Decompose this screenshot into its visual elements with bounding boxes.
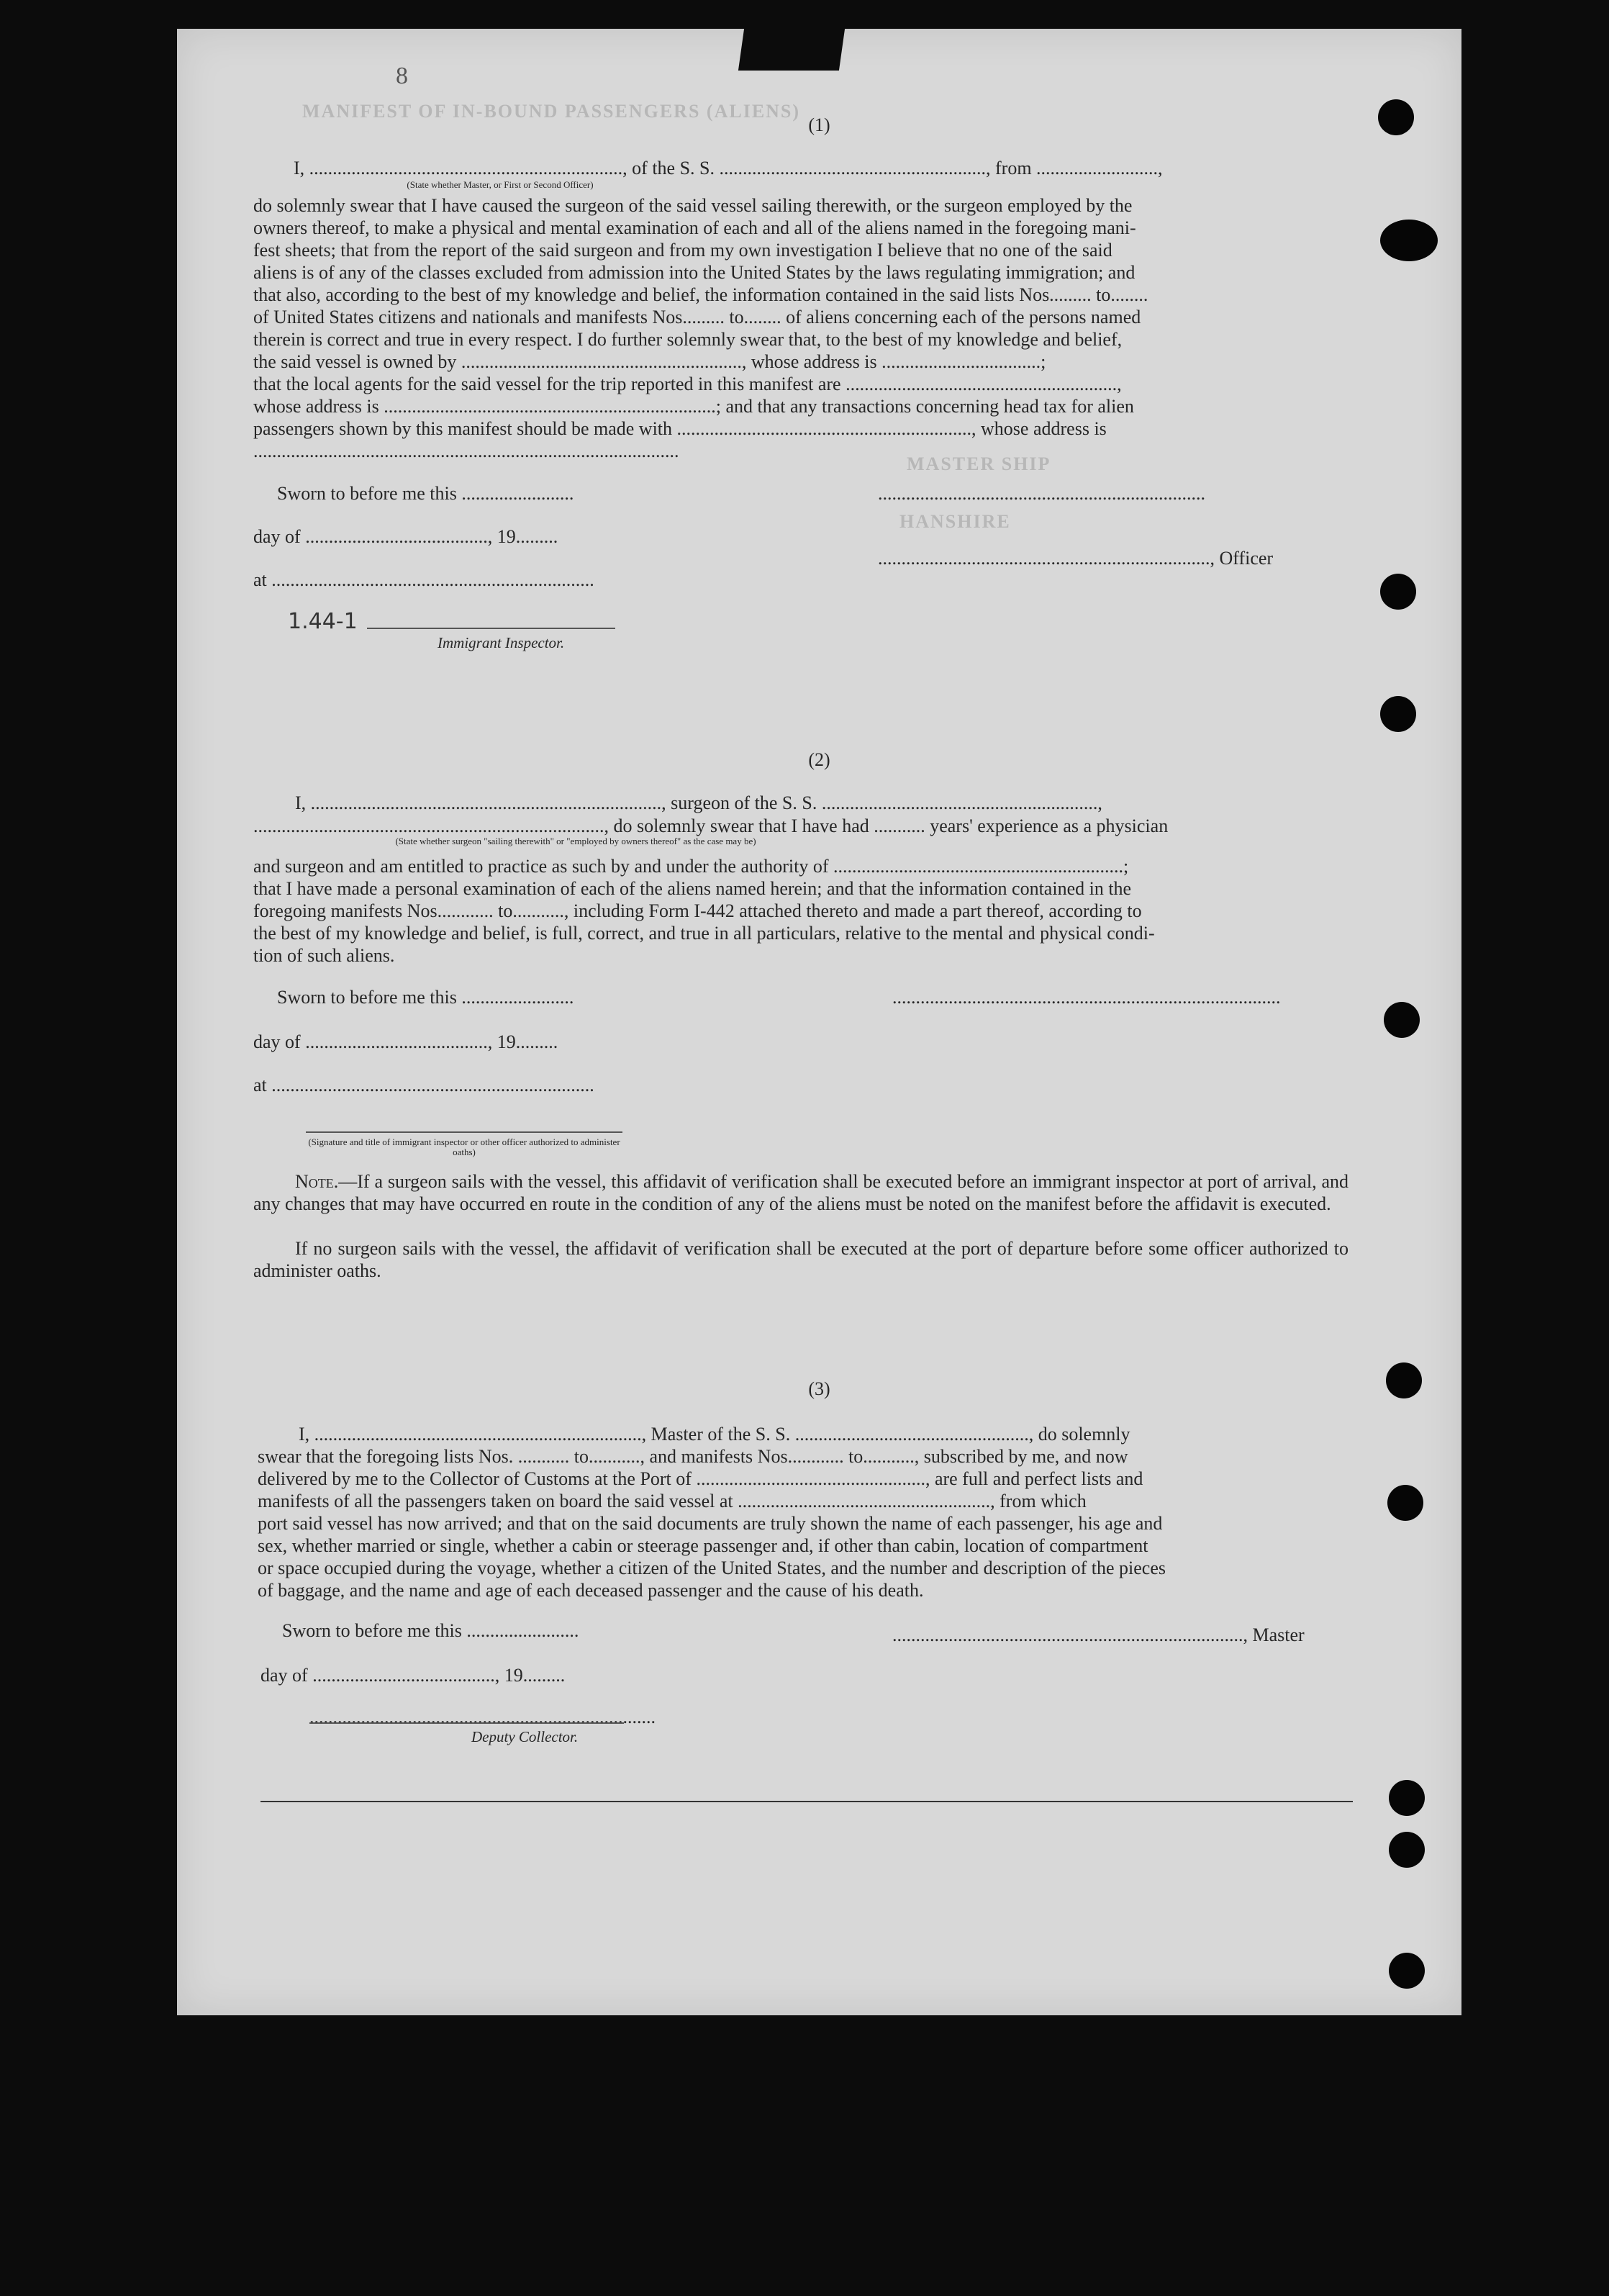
section-1-number: (1)	[808, 114, 830, 135]
punch-hole	[1389, 1953, 1425, 1989]
section-1-caption: (State whether Master, or First or Second Officer)	[407, 179, 594, 190]
punch-hole	[1380, 220, 1438, 261]
section-3-body-line: I, ......................................................................, Master of the S. S. .................................................., do solemnly	[299, 1424, 1130, 1445]
section-1-body-line: aliens is of any of the classes excluded from admission into the United States by the laws regulating immigration; and	[253, 262, 1136, 283]
section-3-day: day of ......................................., 19.........	[260, 1665, 566, 1686]
section-3-body-line: or space occupied during the voyage, whether a citizen of the United States, and the number and description of the pieces	[258, 1558, 1166, 1578]
section-1-body-line: that the local agents for the said vessel for the trip reported in this manifest are ..........................................................,	[253, 374, 1122, 394]
note-label: Note.	[295, 1171, 339, 1192]
section-3-body-line: swear that the foregoing lists Nos. ........... to..........., and manifests Nos............ to..........., subscribed by me, and now	[258, 1446, 1128, 1467]
punch-hole	[1380, 574, 1416, 610]
section-1-body-line: do solemnly swear that I have caused the surgeon of the said vessel sailing therewith, or the surgeon employed by the	[253, 195, 1133, 216]
section-2-body-line: and surgeon and am entitled to practice as such by and under the authority of ..............................................................;	[253, 856, 1129, 877]
section-1-body-line: the said vessel is owned by ............................................................, whose address is ..................................;	[253, 351, 1046, 372]
section-2-signature-caption: (Signature and title of immigrant inspector or other officer authorized to administer oaths)	[308, 1136, 620, 1157]
section-3-sworn: Sworn to before me this ........................	[282, 1620, 579, 1641]
punch-hole	[1380, 696, 1416, 732]
punch-hole	[1389, 1780, 1425, 1816]
section-1-oath-line: I, ..................................................................., of the S. S. ........................................................., from ..........................,	[294, 158, 1163, 178]
section-1-sworn: Sworn to before me this ........................	[277, 483, 574, 504]
section-1-body-line: of United States citizens and nationals and manifests Nos......... to........ of aliens concerning each of the persons named	[253, 307, 1141, 327]
section-1-body-line: whose address is .......................................................................; and that any transactions concerning head tax for alien	[253, 396, 1134, 417]
section-2-caption: (State whether surgeon "sailing therewith" or "employed by owners thereof" as the case may be)	[395, 836, 756, 846]
section-1-body-line: therein is correct and true in every respect. I do further solemnly swear that, to the best of my knowledge and belief,	[253, 329, 1123, 350]
handwritten-note: 1.44-1	[288, 609, 358, 634]
section-1-signature-line: ......................................................................	[878, 483, 1205, 504]
section-3-body-line: port said vessel has now arrived; and that on the said documents are truly shown the name of each passenger, his age and	[258, 1513, 1163, 1534]
bottom-rule	[260, 1801, 1353, 1802]
section-2-sworn: Sworn to before me this ........................	[277, 987, 574, 1008]
page-mark: 8	[396, 63, 408, 89]
section-2-oath-line: I, ..........................................................................., surgeon of the S. S. ...........................................................,	[295, 792, 1102, 813]
section-2-body-line: that I have made a personal examination of each of the aliens named herein; and that the information contained in the	[253, 878, 1132, 899]
section-1-at: at .....................................................................	[253, 569, 594, 590]
section-3-number: (3)	[808, 1378, 830, 1399]
section-2-body-line: the best of my knowledge and belief, is full, correct, and true in all particulars, relative to the mental and physical condi-	[253, 923, 1155, 944]
section-2-body-line: tion of such aliens.	[253, 945, 395, 966]
section-1-body-line: passengers shown by this manifest should be made with ..............................................................., whose address is	[253, 418, 1107, 439]
section-2-oath-line: ..........................................................................., do solemnly swear that I have had ........... years' experience as a physician	[253, 815, 1169, 836]
section-3-deputy: Deputy Collector.	[471, 1728, 579, 1745]
section-3-body-line: manifests of all the passengers taken on board the said vessel at ......................................................, from which	[258, 1491, 1087, 1511]
section-1-day: day of ......................................., 19.........	[253, 526, 558, 547]
section-1-body-line: fest sheets; that from the report of the said surgeon and from my own investigation I believe that no one of the said	[253, 240, 1112, 261]
punch-hole	[1384, 1002, 1420, 1038]
section-2-signature-line: ...................................................................................	[892, 987, 1281, 1008]
section-1-officer-line: ......................................................................., Officer	[878, 548, 1274, 569]
section-3-body-line: sex, whether married or single, whether a cabin or steerage passenger and, if other than cabin, location of compartment	[258, 1535, 1148, 1556]
section-3-master-line: ..........................................................................., Master	[892, 1624, 1305, 1645]
section-2-note-2: If no surgeon sails with the vessel, the affidavit of verification shall be executed at the port of departure before some officer authorized to administer oaths.	[253, 1238, 1349, 1281]
section-2-day: day of ......................................., 19.........	[253, 1031, 558, 1052]
section-1-inspector: Immigrant Inspector.	[438, 634, 565, 651]
section-1-body-line: that also, according to the best of my knowledge and belief, the information contained in the said lists Nos......... to........	[253, 284, 1148, 305]
section-3-deputy-line: ..........................................................................	[309, 1707, 656, 1727]
section-2-body-line: foregoing manifests Nos............ to..........., including Form I-442 attached thereto and made a part thereof, according to	[253, 900, 1142, 921]
punch-hole	[1387, 1485, 1423, 1521]
torn-tab	[738, 29, 845, 71]
section-1-body-line: ...........................................................................................	[253, 440, 679, 461]
section-3-body-line: delivered by me to the Collector of Customs at the Port of ................................................., are full and perfect lists and	[258, 1468, 1143, 1489]
section-2-note: Note.—If a surgeon sails with the vessel, this affidavit of verification shall be executed before an immigrant inspector at port of arrival, and any changes that may have occurred en route in the condition of any of the aliens must be noted on the manifest before the affidavit is executed.	[253, 1171, 1349, 1214]
punch-hole	[1389, 1832, 1425, 1868]
section-3-body-line: of baggage, and the name and age of each deceased passenger and the cause of his death.	[258, 1580, 924, 1601]
section-1-body-line: owners thereof, to make a physical and mental examination of each and all of the aliens named in the foregoing mani-	[253, 217, 1136, 238]
section-2-number: (2)	[808, 749, 830, 770]
section-2-at: at .....................................................................	[253, 1075, 594, 1095]
